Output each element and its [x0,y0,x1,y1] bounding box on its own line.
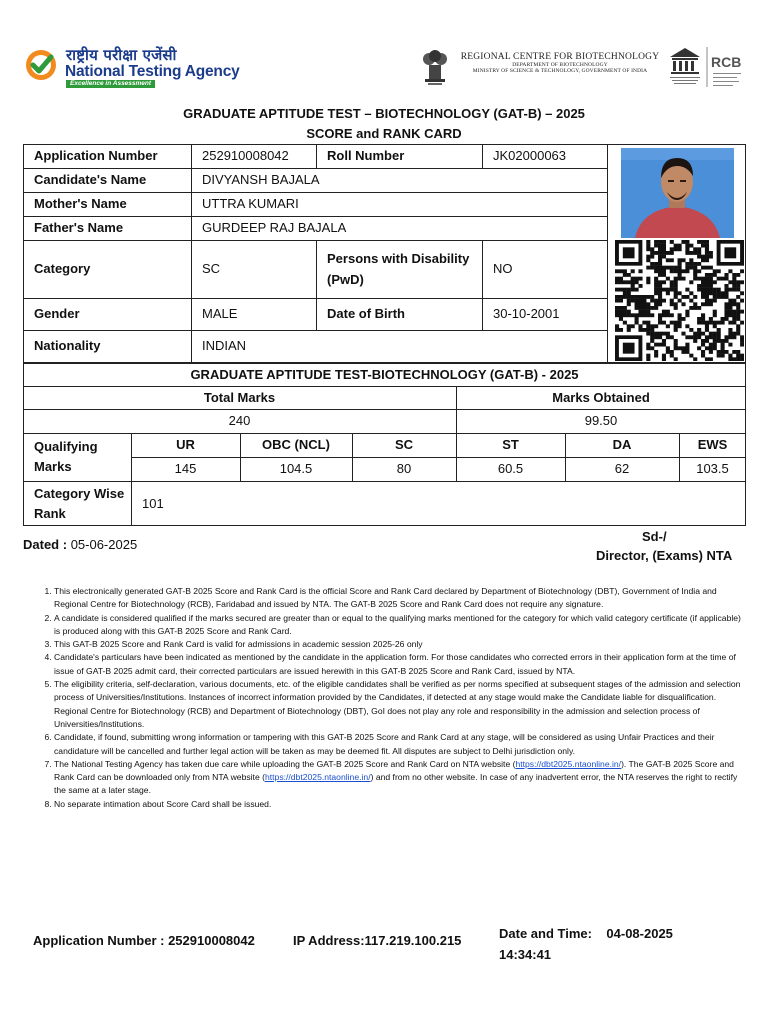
father-name-label: Father's Name [34,220,124,236]
nta-tagline: Excellence in Assessment [66,80,155,88]
category-rank-value: 101 [142,496,164,512]
candidate-name-value: DIVYANSH BAJALA [202,172,320,188]
application-number-label: Application Number [34,148,158,164]
footer-application-number [33,933,255,948]
candidate-photo [621,148,734,238]
footer-time-value: 14:34:41 [499,947,552,962]
rcb-logo-icon [705,45,745,89]
roll-number-value: JK02000063 [493,148,567,164]
exam-title: GRADUATE APTITUDE TEST – BIOTECHNOLOGY (GAT-B) – 2025 [183,106,585,121]
dated-value: 05-06-2025 [70,537,138,552]
nationality-label: Nationality [34,338,101,354]
footer-datetime-label: Date and Time: [499,926,592,941]
qual-header-obc: OBC (NCL) [262,437,330,453]
instruction-item: 1. This electronically generated GAT-B 2025 Score and Rank Card is the official Score and Rank Card declared by Department of Biotechnology (DBT), Government of India and Regional Centre for Biotechnology (RCB), Faridabad and issued by NTA. The GAT-B 2025 Score and Rank Card does not require any signature. [54,585,742,612]
qr-code [615,240,744,361]
father-name-value: GURDEEP RAJ BAJALA [202,220,347,236]
footer-app-value: 252910008042 [168,933,255,948]
pwd-label: Persons with Disability (PwD) [327,251,470,287]
signature-sd: Sd-/ [642,529,667,544]
card-title: SCORE and RANK CARD [306,126,462,141]
qual-header-da: DA [612,437,632,453]
instruction-item: 6. Candidate, if found, submitting wrong information or tampering with this GAT-B 2025 Score and Rank Card at any stage, will be considered as using Unfair Practices and their candidature will be cancelled and further legal action will be taken as may be deemed fit. All disputes are subject to Delhi jurisdiction only. [54,731,742,758]
instruction-item: 4. Candidate's particulars have been indicated as mentioned by the candidate in the application form. For those candidates who corrected errors in their application form at the time of issue of GAT-B 2025 admit card, their corrected particulars are issued herewith in this GAT-B 2025 Score and Rank Card, issued by NTA. [54,651,742,678]
unesco-logo-icon [666,45,704,89]
category-label: Category [34,261,91,277]
qual-value-st: 60.5 [497,461,524,477]
qual-value-sc: 80 [396,461,412,477]
total-marks-label: Total Marks [203,389,276,405]
instruction-item [54,758,742,798]
qual-value-obc: 104.5 [279,461,313,477]
nta-logo-icon [24,48,58,82]
dated-line [23,537,137,552]
footer-date-value: 04-08-2025 [606,926,673,941]
roll-number-label: Roll Number [327,148,405,164]
rcb-department: DEPARTMENT OF BIOTECHNOLOGY [512,62,608,68]
nta-website-link[interactable]: https://dbt2025.ntaonline.in/ [264,772,371,783]
qual-header-ur: UR [176,437,195,453]
page-header [0,0,768,100]
candidate-name-label: Candidate's Name [34,172,147,188]
category-value: SC [202,261,221,277]
rcb-title-block [460,52,660,74]
instructions-list [54,585,742,811]
instruction-item: 5. The eligibility criteria, self-declaration, various documents, etc. of the eligible candidates shall be verified as per norms specified at subsequent stages of the admission and selection process of Universities/Institutions. Instances of incorrect information provided by the Candidates, if detected at any stage would make the Candidate liable for disqualification. Regional Centre for Biotechnology (RCB) and Department of Biotechnology (DBT), GoI does not play any role and responsibility in the admission and selection process of Universities/Institutions. [54,678,742,731]
mother-name-value: UTTRA KUMARI [202,196,299,212]
nta-hindi-name: राष्ट्रीय परीक्षा एजेंसी [66,46,177,64]
dob-label: Date of Birth [327,306,405,322]
footer-app-label: Application Number : [33,933,165,948]
instruction-item: 8. No separate intimation about Score Card shall be issued. [54,798,742,811]
qual-value-ur: 145 [174,461,197,477]
footer-ip-address [293,933,461,948]
gender-value: MALE [202,306,238,322]
category-rank-label: Category Wise Rank [34,486,125,521]
marks-obtained-value: 99.50 [584,413,618,429]
qual-value-da: 62 [614,461,630,477]
scores-section-title: GRADUATE APTITUDE TEST-BIOTECHNOLOGY (GAT-B) - 2025 [190,366,579,382]
rcb-logo-text: RCB [711,54,742,70]
national-emblem-icon [418,45,452,87]
application-number-value: 252910008042 [202,148,289,164]
qual-header-ews: EWS [697,437,728,453]
instruction-item: 2. A candidate is considered qualified if the marks secured are greater than or equal to the qualifying marks mentioned for the category for which valid category certificate (if applicable) is produced along with this GAT-B 2025 Score and Rank Card. [54,612,742,639]
qual-header-st: ST [502,437,519,453]
nationality-value: INDIAN [202,338,247,354]
footer-ip-label: IP Address: [293,933,365,948]
footer-ip-value: 117.219.100.215 [364,933,462,948]
qualifying-marks-label: Qualifying Marks [34,439,98,474]
qual-header-sc: SC [394,437,414,453]
nta-name: National Testing Agency [65,63,240,80]
gender-label: Gender [34,306,80,322]
footer-datetime [499,923,699,965]
dob-value: 30-10-2001 [493,306,560,322]
total-marks-value: 240 [228,413,251,429]
rcb-ministry: MINISTRY OF SCIENCE & TECHNOLOGY, GOVERNMENT OF INDIA [472,68,648,74]
director-signatory: Director, (Exams) NTA [596,548,733,563]
instruction-text: The National Testing Agency has taken due care while uploading the GAT-B 2025 Score and Rank Card on NTA website ( [54,758,516,769]
pwd-value: NO [493,261,513,277]
instruction-item: 3. This GAT-B 2025 Score and Rank Card is valid for admissions in academic session 2025-26 only [54,638,742,651]
instruction-text: ) and from no other website. In case of any inadvertent error, the NTA reserves the right to rectify the same at a later stage. [54,772,738,796]
qual-value-ews: 103.5 [696,461,729,477]
rcb-title: REGIONAL CENTRE FOR BIOTECHNOLOGY [460,52,660,62]
nta-website-link[interactable]: https://dbt2025.ntaonline.in/ [515,758,622,769]
instruction-text: ). The GAT-B 2025 Score and Rank Card can be downloaded only from NTA website ( [54,758,734,783]
mother-name-label: Mother's Name [34,196,127,212]
dated-label: Dated : [23,537,68,552]
marks-obtained-label: Marks Obtained [552,389,650,405]
